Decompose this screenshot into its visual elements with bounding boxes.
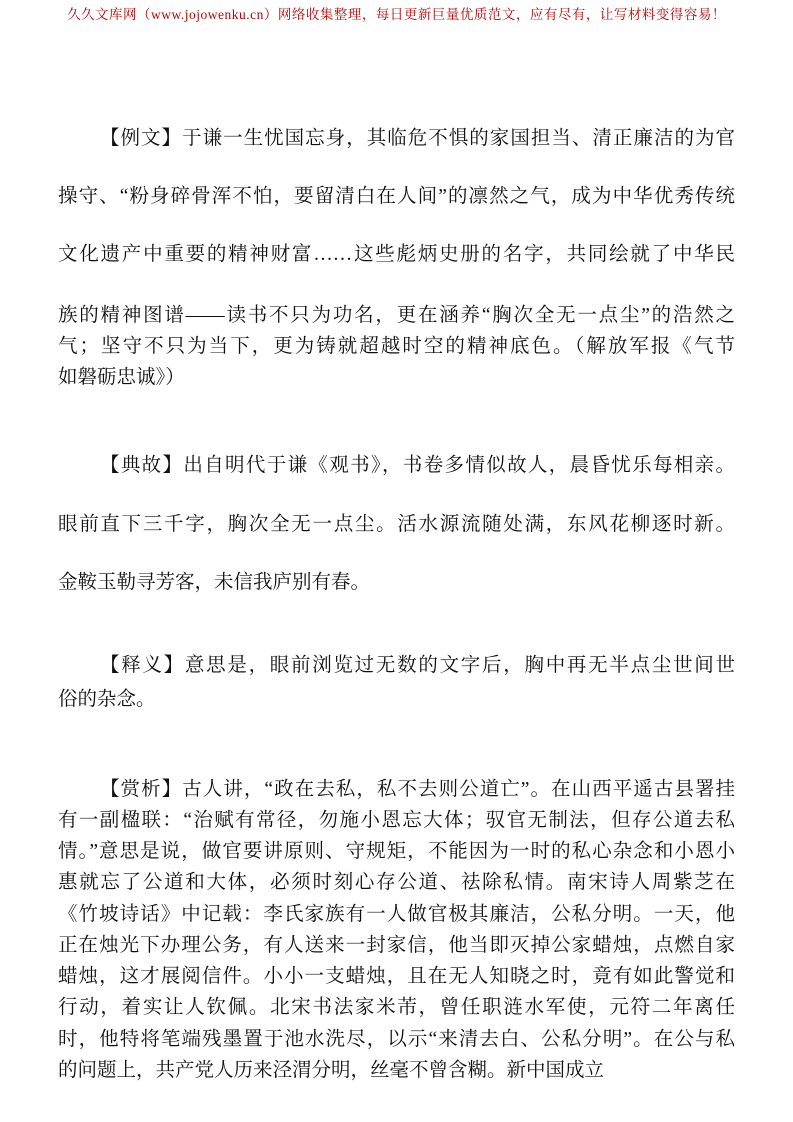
doc-line: 操守、“粉身碎骨浑不怕，要留清白在人间”的凛然之气，成为中华优秀传统 bbox=[58, 186, 735, 207]
doc-line: 《竹坡诗话》中记载：李氏家族有一人做官极其廉洁，公私分明。一天，他 bbox=[58, 904, 735, 925]
doc-line: 眼前直下三千字，胸次全无一点尘。活水源流随处满，东风花柳逐时新。 bbox=[58, 514, 735, 535]
doc-line: 行动，着实让人钦佩。北宋书法家米芾，曾任职涟水军使，元符二年离任 bbox=[58, 997, 735, 1018]
doc-line: 如磐砺忠诚》） bbox=[58, 367, 185, 388]
doc-line: 族的精神图谱——读书不只为功名，更在涵养“胸次全无一点尘”的浩然之 bbox=[58, 305, 735, 326]
doc-line: 蜡烛，这才展阅信件。小小一支蜡烛，且在无人知晓之时，竟有如此警觉和 bbox=[58, 966, 735, 987]
doc-line: 正在烛光下办理公务，有人送来一封家信，他当即灭掉公家蜡烛，点燃自家 bbox=[58, 935, 735, 956]
doc-line: 【赏析】古人讲，“政在去私，私不去则公道亡”。在山西平遥古县署挂 bbox=[100, 779, 735, 800]
doc-line: 情。”意思是说，做官要讲原则、守规矩，不能因为一时的私心杂念和小恩小 bbox=[58, 841, 735, 862]
doc-line: 【例文】于谦一生忧国忘身，其临危不惧的家国担当、清正廉洁的为官 bbox=[100, 128, 735, 149]
doc-line: 的问题上，共产党人历来泾渭分明，丝毫不曾含糊。新中国成立 bbox=[58, 1060, 605, 1081]
doc-line: 时，他特将笔端残墨置于池水洗尽，以示“来清去白、公私分明”。在公与私 bbox=[58, 1029, 735, 1050]
doc-line: 惠就忘了公道和大体，必须时刻心存公道、祛除私情。南宋诗人周紫芝在 bbox=[58, 872, 735, 893]
doc-line: 俗的杂念。 bbox=[58, 689, 156, 710]
doc-line: 【典故】出自明代于谦《观书》，书卷多情似故人，晨昏忧乐每相亲。 bbox=[100, 455, 735, 476]
doc-line: 文化遗产中重要的精神财富……这些彪炳史册的名字，共同绘就了中华民 bbox=[58, 244, 735, 265]
doc-line: 气；坚守不只为当下，更为铸就超越时空的精神底色。（解放军报《气节 bbox=[58, 336, 735, 357]
site-notice: 久久文库网（www.jojowenku.cn）网络收集整理，每日更新巨量优质范文，应有尽有，让写材料变得容易！ bbox=[67, 7, 726, 22]
doc-line: 【释义】意思是，眼前浏览过无数的文字后，胸中再无半点尘世间世 bbox=[100, 655, 735, 676]
doc-line: 金鞍玉勒寻芳客，未信我庐别有春。 bbox=[58, 572, 371, 593]
doc-line: 有一副楹联：“治赋有常径，勿施小恩忘大体；驭官无制法，但存公道去私 bbox=[58, 810, 735, 831]
